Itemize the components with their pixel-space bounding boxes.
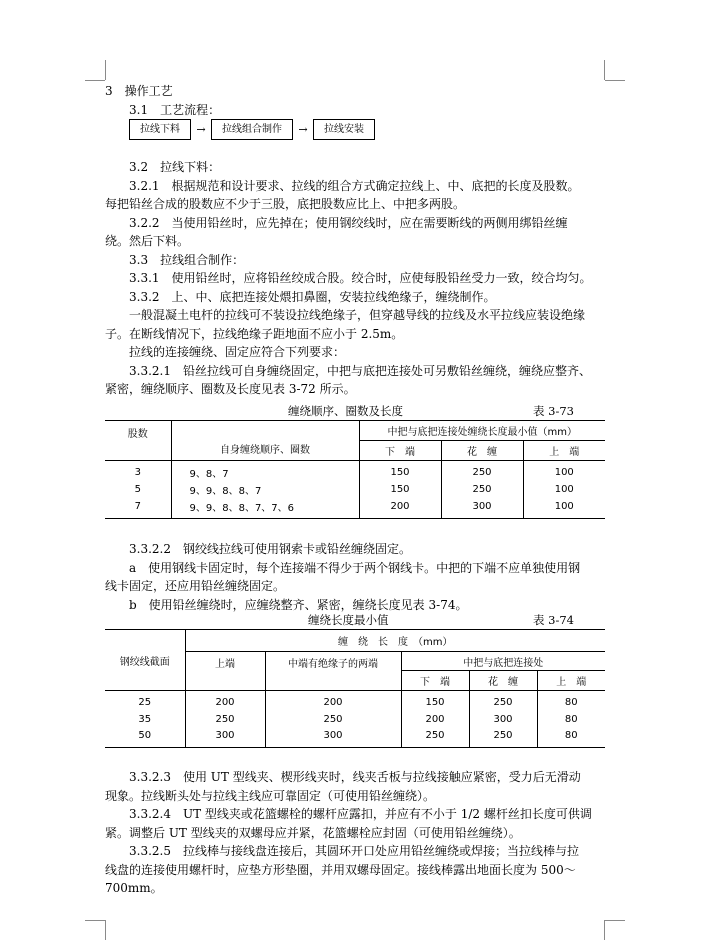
header-sub: 下 端 [401, 671, 469, 691]
table-cell: 9、9、8、8、7 [171, 480, 359, 499]
table1-title: 缠绕顺序、圈数及长度 [288, 404, 403, 418]
crop-mark-top-left-h [85, 80, 105, 81]
table-cell: 100 [523, 480, 605, 499]
paragraph-line: 3.3.2 上、中、底把连接处煨扣鼻圈，安装拉线绝缘子，缠绕制作。 [129, 289, 496, 304]
paragraph-line: 3.2.1 根据规范和设计要求、拉线的组合方式确定拉线上、中、底把的长度及股数。 [129, 178, 580, 193]
paragraph-line: 3.3.2.1 铅丝拉线可自身缠绕固定，中把与底把连接处可另敷铅丝缠绕，缠绕应整齐、 [129, 363, 591, 378]
table-cell: 150 [359, 480, 441, 499]
paragraph-line: 线盘的连接使用螺杆时，应垫方形垫圈，并用双螺母固定。接线棒露出地面长度为 500～ [105, 862, 576, 877]
crop-mark-bottom-left-v [105, 920, 106, 940]
table-cell: 250 [441, 461, 523, 481]
table-cell: 300 [185, 729, 265, 748]
text-block-b [105, 540, 605, 614]
table-cell: 50 [138, 730, 152, 742]
table-cell: 150 [359, 461, 441, 481]
paragraph-line: 线卡固定，还应用铅丝缠绕固定。 [105, 579, 286, 593]
process-flow [129, 119, 375, 139]
table-cell: 80 [537, 691, 605, 710]
table-cell: 35 [138, 713, 152, 725]
paragraph-line: 3.3.1 使用铅丝时，应将铅丝绞成合股。绞合时，应使每股铅丝受力一致，绞合均匀。 [129, 271, 592, 285]
subsection-flow-title: 3.1 工艺流程： [129, 102, 221, 117]
table-cell: 300 [469, 710, 537, 729]
crop-mark-bottom-right-h [605, 920, 625, 921]
paragraph-line: 绕。然后下料。 [105, 234, 190, 248]
header-sub: 花 缠 [441, 441, 523, 461]
header-join: 中把与底把连接处 [401, 652, 605, 671]
paragraph-line: 每把铅丝合成的股数应不少于三股，底把股数应比上、中把多两股。 [105, 197, 466, 211]
table-cell: 200 [185, 691, 265, 710]
table-cell: 5 [134, 484, 141, 495]
table-row [105, 710, 605, 729]
paragraph-line: 3.3.2.4 UT 型线夹或花篮螺栓的螺杆应露扣，并应有不小于 1/2 螺杆丝扣长度可供调 [129, 807, 592, 821]
paragraph-line: 3.2 拉线下料： [129, 160, 221, 174]
paragraph-line: 现象。拉线断头处与拉线主线应可靠固定（可使用铅丝缠绕）。 [105, 788, 436, 803]
crop-mark-bottom-right-v [604, 920, 605, 940]
paragraph-line: b 使用铅丝缠绕时，应缠绕整齐、紧密，缠绕长度见表 3-74。 [129, 597, 468, 612]
table-cell: 80 [537, 710, 605, 729]
table-cell: 7 [134, 501, 141, 512]
header-sub: 上 端 [537, 671, 605, 691]
table-cell: 200 [359, 499, 441, 519]
table-row [105, 729, 605, 748]
table-cell: 250 [265, 710, 401, 729]
table-cell: 250 [441, 480, 523, 499]
flow-step-3: 拉线安装 [313, 119, 375, 140]
header-sub: 下 端 [359, 441, 441, 461]
paragraph-line: a 使用钢线卡固定时，每个连接端不得少于两个钢线卡。中把的下端不应单独使用钢 [129, 560, 581, 575]
table-cell: 250 [469, 729, 537, 748]
paragraph-line: 紧。调整后 UT 型线夹的双螺母应并紧，花篮螺栓应封固（可使用铅丝缠绕）。 [105, 825, 521, 840]
flow-step-2: 拉线组合制作 [211, 119, 293, 140]
section-heading [105, 82, 605, 119]
paragraph-line: 3.2.2 当使用铅丝时，应先掉在；使用钢绞线时，应在需要断线的两侧用绑铅丝缠 [129, 215, 568, 230]
paragraph-line: 3.3.2.2 钢绞线拉线可使用钢索卡或铅丝缠绕固定。 [129, 542, 411, 556]
table-cell: 300 [265, 729, 401, 748]
header-gushu: 股数 [127, 429, 148, 440]
flow-arrow-icon: → [298, 122, 308, 136]
table-cell: 150 [401, 691, 469, 710]
table-row [105, 499, 605, 519]
paragraph-line: 子。在断线情况下，拉线绝缘子距地面不应小于 2.5m。 [105, 326, 404, 341]
header-join-group: 中把与底把连接处缠绕长度最小值（mm） [359, 421, 605, 441]
table-cell: 250 [185, 710, 265, 729]
table-cell: 250 [469, 691, 537, 710]
paragraph-line: 700mm。 [105, 881, 163, 895]
text-block-a [105, 158, 605, 399]
table-cell: 25 [105, 691, 185, 710]
table-cell: 9、9、8、8、7、7、6 [171, 499, 359, 519]
crop-mark-bottom-left-h [85, 920, 105, 921]
table-cell: 100 [523, 461, 605, 481]
crop-mark-top-left-v [105, 60, 106, 80]
table-cell: 100 [523, 499, 605, 519]
paragraph-line: 3.3.2.5 拉线棒与接线盘连接后，其圆环开口处应用铅丝缠绕或焊接；当拉线棒与拉 [129, 844, 579, 858]
table1-label: 表 3-73 [533, 404, 574, 418]
header-mid-insulator: 中端有绝缘子的两端 [265, 652, 401, 691]
paragraph-line: 3.3.2.3 使用 UT 型线夹、楔形线夹时，线夹舌板与拉线接触应紧密，受力后无滑动 [129, 770, 581, 784]
table2-title: 缠绕长度最小值 [308, 613, 389, 627]
table2-label: 表 3-74 [533, 613, 574, 627]
table-3-74 [105, 629, 605, 748]
table-row [105, 480, 605, 499]
paragraph-line: 一般混凝土电杆的拉线可不装设拉线绝缘子，但穿越导线的拉线及水平拉线应装设绝缘 [129, 308, 586, 322]
table-3-73 [105, 420, 605, 519]
table-cell: 3 [105, 461, 171, 481]
paragraph-line: 紧密，缠绕顺序、圈数及长度见表 3-72 所示。 [105, 382, 356, 396]
crop-mark-top-right-v [604, 60, 605, 80]
table-cell: 300 [441, 499, 523, 519]
flow-step-1: 拉线下料 [129, 119, 191, 140]
paragraph-line: 3.3 拉线组合制作： [129, 252, 245, 267]
paragraph-line: 拉线的连接缠绕、固定应符合下列要求： [129, 345, 346, 359]
header-self-wind: 自身缠绕顺序、圈数 [171, 421, 359, 461]
header-sub: 上 端 [523, 441, 605, 461]
table-cell: 200 [401, 710, 469, 729]
table-row [105, 691, 605, 710]
table-cell: 200 [265, 691, 401, 710]
header-sub: 花 缠 [469, 671, 537, 691]
text-block-c [105, 768, 605, 898]
crop-mark-top-right-h [605, 80, 625, 81]
header-top-end: 上端 [185, 652, 265, 691]
header-wind-length: 缠 绕 长 度 （mm） [185, 630, 605, 652]
table-cell: 80 [537, 729, 605, 748]
table-cell: 9、8、7 [171, 461, 359, 481]
flow-arrow-icon: → [196, 122, 206, 136]
header-section: 钢绞线截面 [119, 656, 170, 668]
section-title: 3 操作工艺 [105, 84, 173, 98]
table-row [105, 461, 605, 481]
table-cell: 250 [401, 729, 469, 748]
